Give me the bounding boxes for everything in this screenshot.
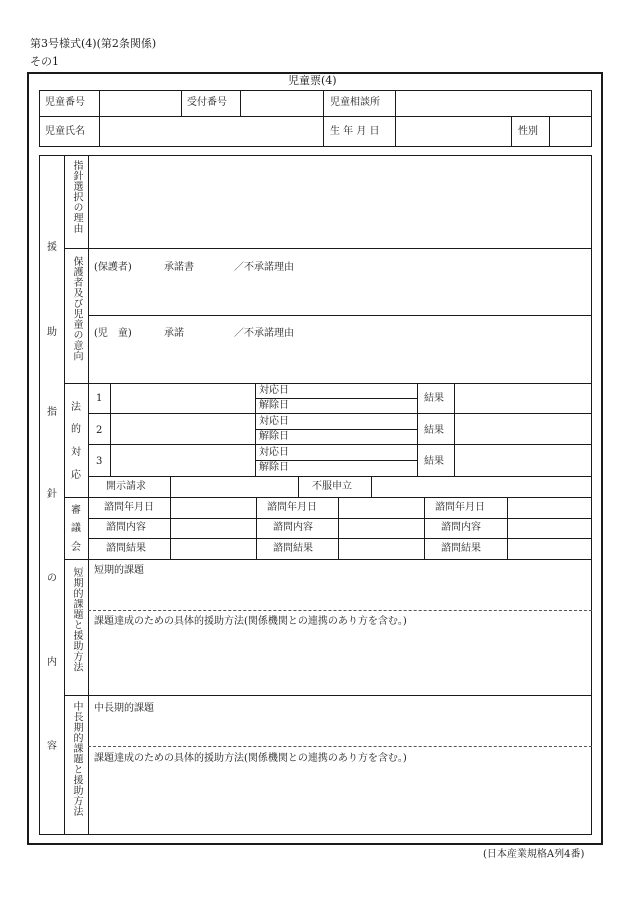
council-result-label: 諮問結果 — [106, 543, 146, 554]
legal-row-number: 1 — [96, 393, 103, 404]
legal-row-number: 3 — [96, 456, 103, 467]
council-result-label: 諮問結果 — [441, 543, 481, 554]
policy-reason-field[interactable] — [89, 156, 591, 247]
reception-number-field[interactable] — [241, 91, 322, 115]
form-part: その1 — [30, 55, 59, 68]
consultation-office-label: 児童相談所 — [330, 97, 380, 108]
objection-field[interactable] — [372, 477, 591, 496]
title-char-2: 助 — [47, 327, 57, 338]
council-content-label: 諮問内容 — [441, 522, 481, 533]
title-char-1: 援 — [47, 242, 57, 253]
council-result-label: 諮問結果 — [273, 543, 313, 554]
gender-field[interactable] — [550, 117, 591, 146]
child-prefix: (児 童) — [94, 328, 132, 339]
footer-standard: (日本産業規格A列4番) — [483, 849, 585, 860]
long-term-method-field[interactable] — [89, 767, 591, 833]
result-label: 結果 — [424, 425, 444, 436]
council-date-label: 諮問年月日 — [267, 502, 317, 513]
birth-date-label: 生 年 月 日 — [330, 126, 380, 137]
gender-label: 性別 — [518, 126, 538, 137]
short-term-label: 短期的課題と援助方法 — [71, 567, 82, 672]
legal-row-number: 2 — [96, 425, 103, 436]
council-date-label: 諮問年月日 — [435, 502, 485, 513]
child-intention-field[interactable] — [89, 342, 591, 382]
title-char-5: の — [47, 573, 57, 584]
release-date-label: 解除日 — [259, 431, 289, 442]
short-term-issue-field[interactable] — [89, 579, 591, 609]
form-number: 第3号様式(4)(第2条関係) — [30, 37, 157, 50]
response-date-label: 対応日 — [259, 416, 289, 427]
child-consent[interactable]: 承諾 — [164, 328, 184, 339]
child-number-field[interactable] — [100, 91, 180, 115]
result-label: 結果 — [424, 456, 444, 467]
short-term-issue-label: 短期的課題 — [94, 565, 144, 576]
birth-date-field[interactable] — [396, 117, 510, 146]
child-number-label: 児童番号 — [45, 97, 85, 108]
consultation-office-field[interactable] — [396, 91, 591, 115]
policy-reason-label: 指針選択の理由 — [71, 160, 82, 234]
title-char-6: 内 — [47, 657, 57, 668]
title-char-7: 容 — [47, 741, 57, 752]
disclosure-request-label: 開示請求 — [106, 481, 146, 492]
title-char-3: 指 — [47, 407, 57, 418]
objection-label: 不服申立 — [312, 481, 352, 492]
form-title: 児童票(4) — [288, 74, 337, 87]
response-date-label: 対応日 — [259, 385, 289, 396]
response-date-label: 対応日 — [259, 447, 289, 458]
council-date-label: 諮問年月日 — [104, 502, 154, 513]
long-term-label: 中長期的課題と援助方法 — [71, 701, 82, 817]
release-date-label: 解除日 — [259, 400, 289, 411]
long-term-issue-label: 中長期的課題 — [94, 703, 154, 714]
child-refusal[interactable]: ／不承諾理由 — [234, 328, 294, 339]
council-content-label: 諮問内容 — [273, 522, 313, 533]
disclosure-request-field[interactable] — [171, 477, 297, 496]
guardian-intention-field[interactable] — [89, 276, 591, 314]
guardian-consent[interactable]: 承諾書 — [164, 262, 194, 273]
intentions-label: 保護者及び児童の意向 — [71, 256, 82, 361]
guardian-prefix: (保護者) — [94, 262, 132, 273]
guardian-refusal[interactable]: ／不承諾理由 — [234, 262, 294, 273]
title-char-4: 針 — [47, 489, 57, 500]
short-term-method-label: 課題達成のための具体的援助方法(関係機関との連携のあり方を含む。) — [94, 616, 407, 627]
child-name-label: 児童氏名 — [45, 126, 85, 137]
council-content-label: 諮問内容 — [106, 522, 146, 533]
reception-number-label: 受付番号 — [187, 97, 227, 108]
long-term-method-label: 課題達成のための具体的援助方法(関係機関との連携のあり方を含む。) — [94, 753, 407, 764]
short-term-method-field[interactable] — [89, 630, 591, 694]
release-date-label: 解除日 — [259, 462, 289, 473]
child-name-field[interactable] — [100, 117, 322, 146]
result-label: 結果 — [424, 393, 444, 404]
long-term-issue-field[interactable] — [89, 717, 591, 745]
